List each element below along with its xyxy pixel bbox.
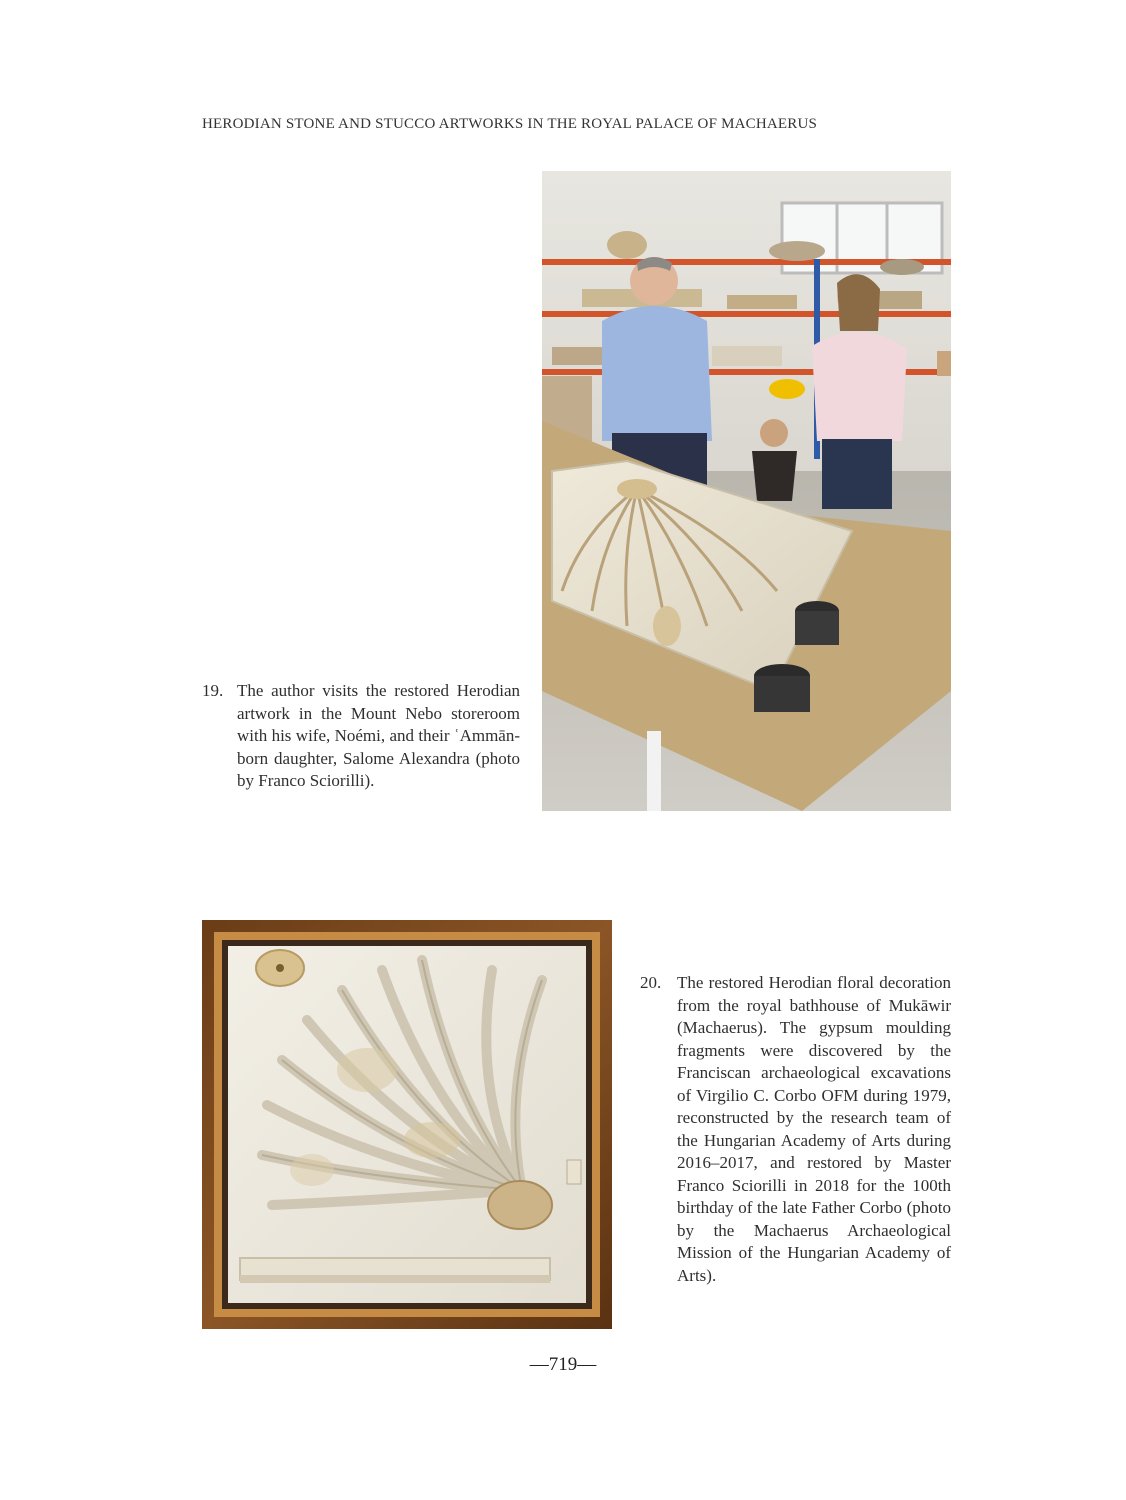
figure-20-text: The restored Herodian floral decoration from the royal bathhouse of Mukāwir (Machaerus). The gypsum moulding fragments were discovered by the Franciscan archaeological excavations of Virgilio C. Corbo OFM during 1979, reconstructed by the research team of the Hungarian Academy of Arts during 2016–2017, and restored by Master Franco Sciorilli in 2018 for the 100th birthday of the late Father Corbo (photo by the Machaerus Archaeological Mission of the Hungarian Academy of Arts). (677, 973, 951, 1285)
figure-19-number: 19. (202, 681, 224, 700)
figure-20-number: 20. (640, 973, 662, 992)
figure-20-caption (640, 972, 951, 1287)
photo-restored-floral-decoration (202, 920, 612, 1329)
running-head: HERODIAN STONE AND STUCCO ARTWORKS IN THE ROYAL PALACE OF MACHAERUS (202, 116, 818, 132)
figure-19-text: The author visits the restored Herodian artwork in the Mount Nebo storeroom with his wife, Noémi, and their ʿAmmān-born daughter, Salome Alexandra (photo by Franco Sciorilli). (237, 681, 520, 790)
figure-19-caption (202, 680, 520, 793)
photo-storeroom-visit (542, 171, 951, 811)
page-number: —719— (529, 1354, 597, 1375)
